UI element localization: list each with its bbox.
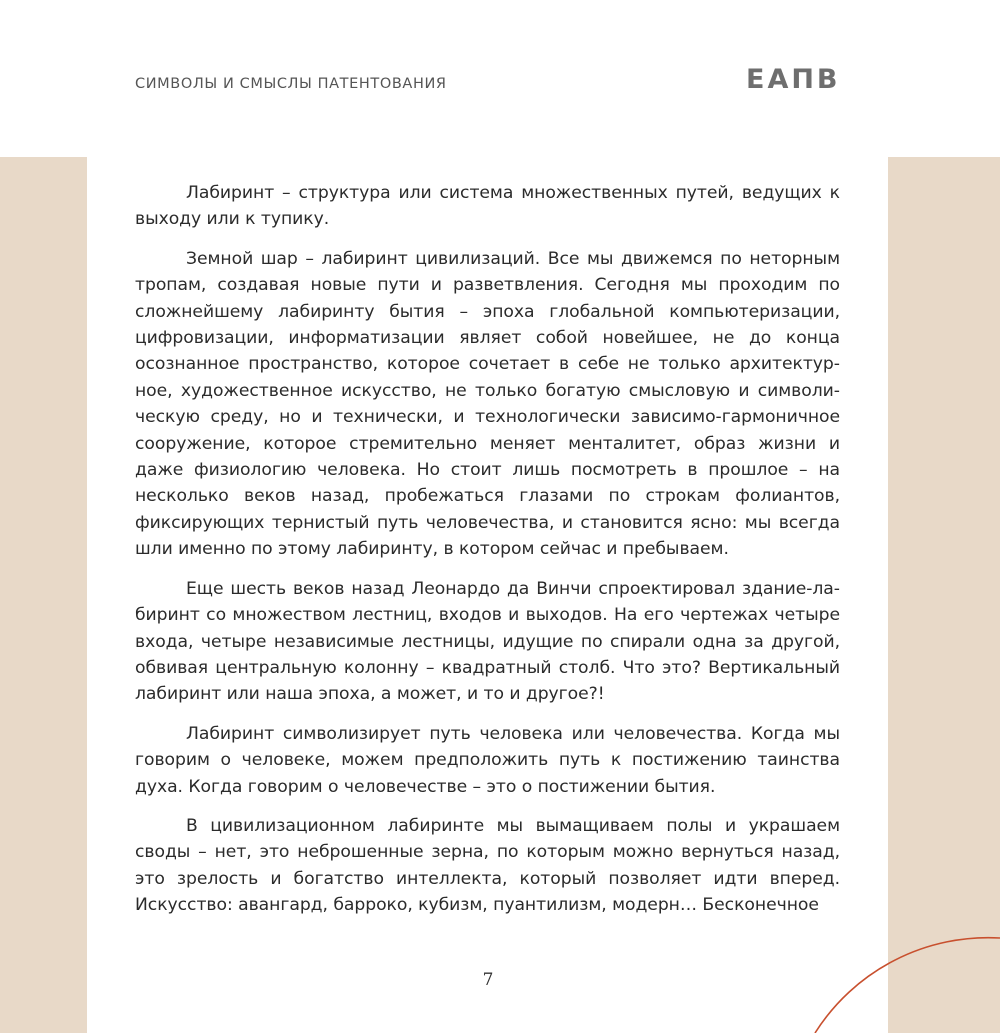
paragraph-5: В цивилизационном лабиринте мы вымащиваем полы и украшаем своды – нет, это неброшенные зерна, по которым можно вернуться назад, это зрелость и богатство интеллекта, который позволяет идти вперед. Искусство: авангард, барроко, кубизм, пуантилизм, модерн… Бесконечное [135,815,840,916]
paragraph-3: Еще шесть веков назад Леонардо да Винчи спроектировал здание-лабиринт со множеством лестниц, входов и выходов. На его чертежах четыре входа, четыре независимые лестницы, идущие по спирали одна за другой, обвивая центральную колонну – квадратный столб. Что это? Вертикальный лабиринт или наша эпоха, а может, и то и другое?! [135,578,840,705]
paragraph-2: Земной шар – лабиринт цивилизаций. Все мы движемся по неторным тропам, создавая новые пути и разветвления. Сегодня мы проходим по сложнейшему лабиринту бытия – эпоха глобальной компьютеризации, цифровизации, информатизации являет собой новейшее, не до конца осознанное пространство, которое сочетает в себе не только архитектурное, художественное искусство, не только богатую смысловую и символическую среду, но и технически, и технологически зависимо-гармоничное сооружение, которое стремительно меняет менталитет, образ жизни и даже физиологию человека. Но стоит лишь посмотреть в прошлое – на несколько веков назад, пробежаться глазами по строкам фолиантов, фиксирующих тернистый путь человечества, и становится ясно: мы всегда шли именно по этому лабиринту, в котором сейчас и пребываем. [135,248,840,560]
body-text [135,180,840,932]
publisher-logo: EАПВ [746,64,841,95]
running-header-title: СИМВОЛЫ И СМЫСЛЫ ПАТЕНТОВАНИЯ [135,76,447,92]
paragraph-1: Лабиринт – структура или система множественных путей, ведущих к выходу или к тупику. [135,183,840,230]
left-margin-band [0,157,87,1033]
right-margin-band [888,157,1000,1033]
paragraph-4: Лабиринт символизирует путь человека или человечества. Когда мы говорим о человеке, можем предположить путь к постижению таинства духа. Когда говорим о человечестве – это о постижении бытия. [135,723,840,797]
page-number: 7 [482,970,494,990]
